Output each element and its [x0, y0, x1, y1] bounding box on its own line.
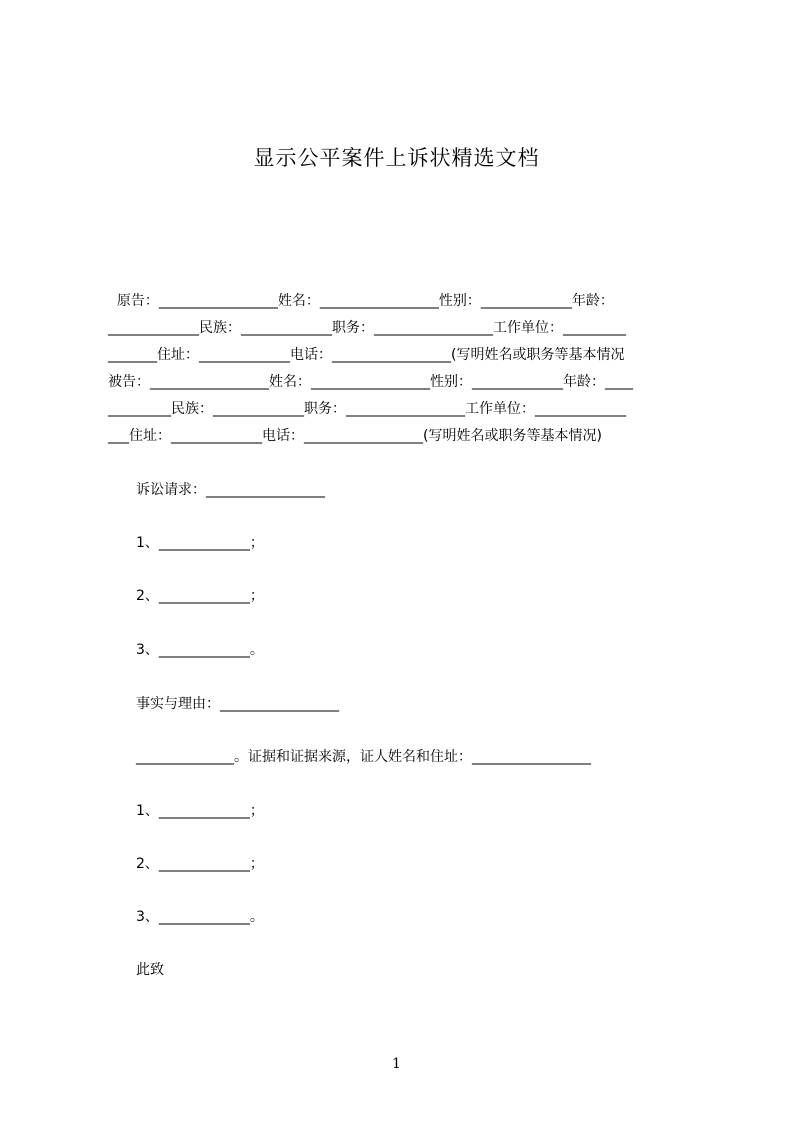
document-title: 显示公平案件上诉状精选文档 [253, 146, 540, 170]
evidence-line: ______________。证据和证据来源，证人姓名和住址：_________________ [136, 749, 591, 765]
evidence-item-1: 1、_____________； [136, 803, 264, 819]
defendant-line-2: _________民族：_____________职务：_________________工作单位：_____________ [108, 401, 626, 417]
evidence-item-2: 2、_____________； [136, 856, 264, 872]
claim-item-1: 1、_____________； [136, 535, 264, 551]
plaintiff-line-3: _______住址：_____________电话：_________________(写明姓名或职务等基本情况 [108, 347, 625, 363]
plaintiff-line-2: _____________民族：_____________职务：_________________工作单位：_________ [108, 320, 626, 336]
claim-item-2: 2、_____________； [136, 588, 264, 604]
defendant-line-1: 被告：_________________姓名：_________________性别：_____________年龄：____ [108, 374, 633, 390]
plaintiff-line-1: 原告：_________________姓名：_________________性别：_____________年龄： [108, 293, 614, 309]
claims-heading: 诉讼请求：_________________ [136, 482, 325, 498]
claim-item-3: 3、_____________。 [136, 642, 264, 658]
page-number: 1 [392, 1056, 401, 1072]
evidence-item-3: 3、_____________。 [136, 909, 264, 925]
facts-heading: 事实与理由：_________________ [136, 696, 339, 712]
defendant-line-3: ___住址：_____________电话：_________________(写明姓名或职务等基本情况) [108, 428, 602, 444]
closing-text: 此致 [136, 962, 164, 978]
